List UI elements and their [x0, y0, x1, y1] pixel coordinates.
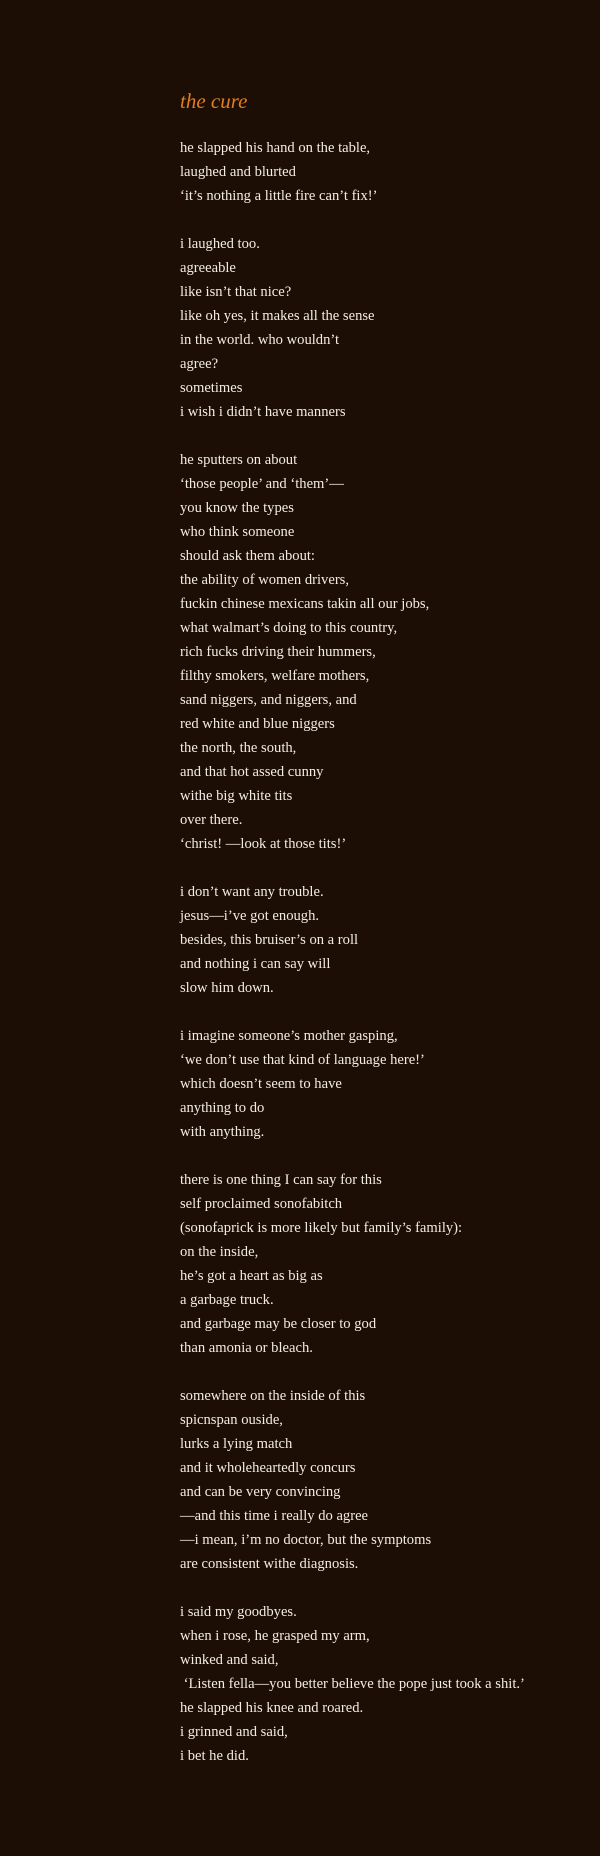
poem-line: lurks a lying match — [180, 1436, 293, 1452]
poem-line: —and this time i really do agree — [180, 1508, 369, 1524]
poem-line: he’s got a heart as big as — [180, 1268, 323, 1284]
poem-line: and nothing i can say will — [180, 956, 331, 972]
poem-line: ‘christ! —look at those tits!’ — [180, 836, 347, 852]
poem-line: he slapped his knee and roared. — [180, 1700, 364, 1716]
poem-line: than amonia or bleach. — [180, 1340, 313, 1356]
poem-line: agreeable — [180, 260, 236, 276]
poem-line: i said my goodbyes. — [180, 1604, 297, 1620]
poem-line: are consistent withe diagnosis. — [180, 1556, 359, 1572]
poem-line: i imagine someone’s mother gasping, — [180, 1028, 398, 1044]
poem-line: in the world. who wouldn’t — [180, 332, 340, 348]
poem-line: winked and said, — [180, 1652, 279, 1668]
poem-line: the north, the south, — [180, 740, 297, 756]
stanza — [180, 136, 590, 208]
poem-line: agree? — [180, 356, 219, 372]
stanza — [180, 880, 590, 1000]
poem-line: jesus—i’ve got enough. — [180, 908, 320, 924]
poem-line: which doesn’t seem to have — [180, 1076, 342, 1092]
poem-line: i laughed too. — [180, 236, 260, 252]
poem-line: anything to do — [180, 1100, 265, 1116]
poem-line: (sonofaprick is more likely but family’s family): — [180, 1220, 463, 1236]
poem-line: ‘we don’t use that kind of language here!’ — [180, 1052, 425, 1068]
poem-line: laughed and blurted — [180, 164, 296, 180]
poem-line: what walmart’s doing to this country, — [180, 620, 398, 636]
poem-line: spicnspan ouside, — [180, 1412, 283, 1428]
poem-line: i wish i didn’t have manners — [180, 404, 346, 420]
poem-line: and garbage may be closer to god — [180, 1316, 377, 1332]
poem-line: fuckin chinese mexicans takin all our jobs, — [180, 596, 430, 612]
poem-line: who think someone — [180, 524, 295, 540]
poem-line: there is one thing I can say for this — [180, 1172, 382, 1188]
poem-line: ‘those people’ and ‘them’— — [180, 476, 344, 492]
poem-line: on the inside, — [180, 1244, 259, 1260]
poem-line: a garbage truck. — [180, 1292, 274, 1308]
poem-line: over there. — [180, 812, 243, 828]
poem-line: i bet he did. — [180, 1748, 249, 1764]
poem-title: the cure — [180, 89, 248, 113]
poem-line: besides, this bruiser’s on a roll — [180, 932, 359, 948]
poem-line: self proclaimed sonofabitch — [180, 1196, 343, 1212]
stanza — [180, 232, 590, 424]
stanza — [180, 448, 590, 856]
poem-body — [180, 136, 590, 1768]
poem-line: when i rose, he grasped my arm, — [180, 1628, 370, 1644]
poem-line: and that hot assed cunny — [180, 764, 324, 780]
poem-line: you know the types — [180, 500, 294, 516]
poem-line: and it wholeheartedly concurs — [180, 1460, 356, 1476]
poem-line: he slapped his hand on the table, — [180, 140, 371, 156]
stanza — [180, 1168, 590, 1360]
poem-line: sand niggers, and niggers, and — [180, 692, 357, 708]
poem-line: i don’t want any trouble. — [180, 884, 324, 900]
stanza — [180, 1384, 590, 1576]
stanza — [180, 1024, 590, 1144]
poem-line: ‘Listen fella—you better believe the pope just took a shit.’ — [180, 1676, 525, 1692]
poem-line: i grinned and said, — [180, 1724, 288, 1740]
poem-line: like oh yes, it makes all the sense — [180, 308, 375, 324]
poem-line: somewhere on the inside of this — [180, 1388, 366, 1404]
poem-line: he sputters on about — [180, 452, 298, 468]
poem-line: should ask them about: — [180, 548, 315, 564]
poem-line: sometimes — [180, 380, 243, 396]
poem-line: slow him down. — [180, 980, 274, 996]
poem — [180, 86, 590, 1792]
poem-line: —i mean, i’m no doctor, but the symptoms — [180, 1532, 432, 1548]
poem-line: and can be very convincing — [180, 1484, 341, 1500]
stanza — [180, 1600, 590, 1768]
poem-line: ‘it’s nothing a little fire can’t fix!’ — [180, 188, 378, 204]
poem-line: the ability of women drivers, — [180, 572, 350, 588]
poem-line: withe big white tits — [180, 788, 293, 804]
poem-line: filthy smokers, welfare mothers, — [180, 668, 370, 684]
poem-line: rich fucks driving their hummers, — [180, 644, 376, 660]
poem-line: with anything. — [180, 1124, 265, 1140]
poem-line: red white and blue niggers — [180, 716, 335, 732]
poem-line: like isn’t that nice? — [180, 284, 292, 300]
